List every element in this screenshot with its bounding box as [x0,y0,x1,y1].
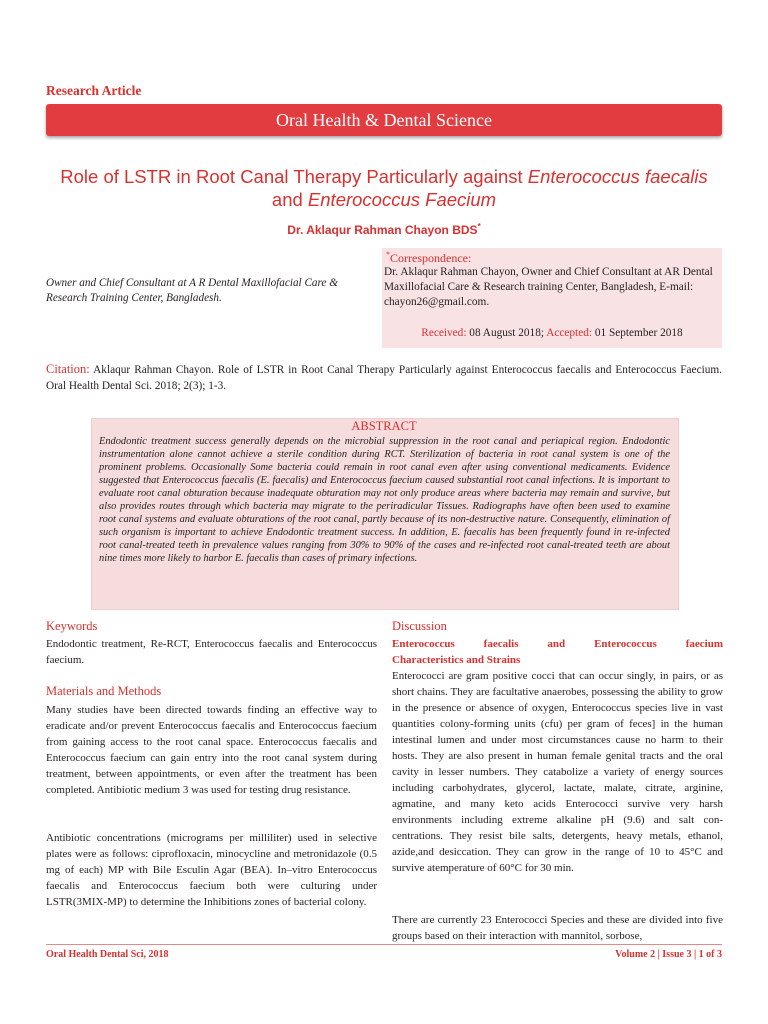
correspondence-mark: * [386,250,390,259]
article-dates [382,327,722,339]
footer-journal-info: Oral Health Dental Sci, 2018 [46,949,169,960]
subheading-word: Enterococcus [392,638,455,650]
journal-banner: Oral Health & Dental Science [46,104,722,136]
article-type-label: Research Article [46,83,142,98]
author-mark: * [477,222,481,231]
received-label: Received: [421,327,467,339]
materials-methods-paragraph-1: Many studies have been directed towards finding an effective way to eradicate and/or prevent Enterococcus faecalis and Enterococcus faecium from gaining access to the root canal space. Enterococcus faecalis and Enterococcus faecium can gain entry into the root canal system during treatment, between appointments, or even after the treatment has been completed. Antibiotic medium 3 was used for testing drug resistance. [46,704,377,796]
correspondence-heading [386,250,471,266]
subheading-word: faecalis [483,638,519,650]
title-part-1: Role of LSTR in Root Canal Therapy Particularly against [60,166,528,187]
keywords-heading: Keywords [46,619,98,633]
title-italic-2: Enterococcus Faecium [307,189,497,210]
subheading-word: Enterococcus [594,638,657,650]
citation-label: Citation: [46,362,90,376]
accepted-date: 01 September 2018 [592,327,683,339]
discussion-paragraph-2: There are currently 23 Enterococci Species and these are divided into five groups based on their interaction with mannitol, sorbose, [392,914,723,942]
subheading-word: and [547,638,566,650]
discussion-subheading-line-1 [392,636,723,652]
title-italic-1: Enterococcus faecalis [527,166,708,187]
citation [46,361,722,394]
article-title [50,165,718,211]
materials-methods-paragraph-2: Antibiotic concentrations (micrograms per milliliter) used in selective plates were as follows: ciprofloxacin, minocycline and metronidazole (0.5 mg of each) MP with Bile Esculin Agar (BEA). In–vitro Enterococcus faecalis and Enterococcus faecium both were culturing under LSTR(3MIX-MP) to determine the Inhibitions zones of bacterial colony. [46,832,377,908]
citation-text: Aklaqur Rahman Chayon. Role of LSTR in Root Canal Therapy Particularly against Enterococcus faecalis and Enterococcus Faecium. Oral Health Dental Sci. 2018; 2(3); 1-3. [46,364,722,392]
abstract-heading: ABSTRACT [351,419,417,433]
correspondence-heading-text: Correspondence: [390,251,472,265]
discussion-subheading [392,636,723,668]
title-part-2: and [271,189,308,210]
discussion-subheading-line-2: Characteristics and Strains [392,654,521,666]
accepted-label: Accepted: [544,327,592,339]
abstract-text: Endodontic treatment success generally depends on the microbial suppression in the root canal and periapical region. Endodontic instrumentation alone cannot achieve a sterile condition during RCT. Sterilization of bacteria in root canal system is one of the prominent problems. Occasionally Some bacteria could remain in root canal even after using conventional medicaments. Evidence suggested that Enterococcus faecalis (E. faecalis) and Enterococcus faecium caused substantial root canal infections. It is important to evaluate root canal obturation because inadequate obturation may not only produce areas where bacteria may remain and survive, but also provides routes through which bacteria may migrate to the periradicular Tissues. Radiographs have often been used to examine root canal systems and evaluate obturations of the root canal, partly because of its non-destructive nature. Consequently, elimination of such organism is important to achieve Endodontic treatment success. In addition, E. faecalis has been frequently found in re-infected root canal-treated teeth in prevalence values ranging from 30% to 90% of the cases and re-infected root canal-treated teeth are about nine times more likely to harbor E. faecalis than cases of primary infections. [99,436,670,564]
keywords-text: Endodontic treatment, Re-RCT, Enterococcus faecalis and Enterococcus faecium. [46,638,377,666]
footer-page-info: Volume 2 | Issue 3 | 1 of 3 [615,949,722,960]
author-name: Dr. Aklaqur Rahman Chayon BDS [287,223,478,237]
author-affiliation: Owner and Chief Consultant at A R Dental Maxillofacial Care & Research Training Center, Bangladesh. [46,277,338,304]
received-date: 08 August 2018; [466,327,544,339]
footer-divider [46,944,722,945]
subheading-word: faecium [685,638,723,650]
discussion-paragraph-1: Enterococci are gram positive cocci that can occur singly, in pairs, or as short chains. They are facultative anaerobes, possessing the ability to grow in the presence or absence of oxygen, Enterococcus species live in vast quantities colony-forming units (cfu) per gram of feces] in the human intestinal lumen and under most circumstances cause no harm to their hosts. They are also present in human female genital tracts and the oral cavity in lesser numbers. They catabolize a variety of energy sources including carbohydrates, glycerol, lactate, malate, citrate, arginine, agmatine, and many keto acids Enterococci survive very harsh environments including extreme alkaline pH (9.6) and salt con- centrations. They resist bile salts, detergents, heavy metals, ethanol, azide,and desiccation. They can grow in the range of 10 to 45°C and survive atemperature of 60°C for 30 min. [392,670,723,874]
materials-methods-heading: Materials and Methods [46,684,162,698]
discussion-heading: Discussion [392,619,447,633]
author-line [50,222,718,237]
correspondence-body: Dr. Aklaqur Rahman Chayon, Owner and Chief Consultant at AR Dental Maxillofacial Care & Research training Center, Bangladesh, E-mail: chayon26@gmail.com. [384,266,713,308]
